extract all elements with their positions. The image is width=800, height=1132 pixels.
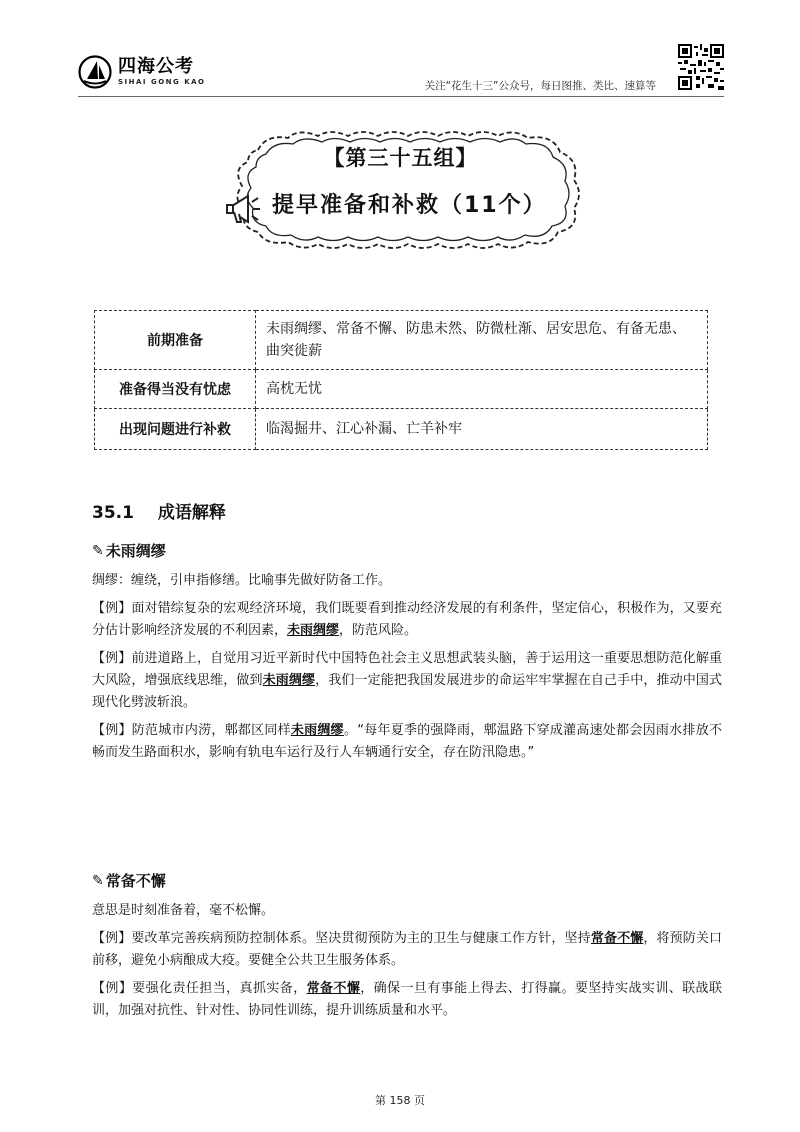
example-text: 要改革完善疾病预防控制体系。坚决贯彻预防为主的卫生与健康工作方针，坚持 xyxy=(131,931,591,946)
idiom-definition: 绸缪：缠绕，引申指修缮。比喻事先做好防备工作。 xyxy=(92,573,392,588)
example-paragraph xyxy=(92,648,722,714)
idiom-entry xyxy=(92,870,722,1022)
idiom-highlight: 常备不懈 xyxy=(590,931,644,946)
pencil-icon: ✎ xyxy=(92,873,104,889)
example-paragraph xyxy=(92,720,722,764)
example-tag: 【例】 xyxy=(92,651,132,666)
category-cell: 前期准备 xyxy=(95,311,256,370)
example-tag: 【例】 xyxy=(92,601,132,616)
table-row xyxy=(95,311,708,370)
page-header xyxy=(78,42,724,96)
idiom-highlight: 未雨绸缪 xyxy=(287,623,340,638)
example-tag: 【例】 xyxy=(92,931,132,946)
idiom-summary-table xyxy=(94,310,708,450)
table-row xyxy=(95,409,708,450)
example-paragraph xyxy=(92,928,722,972)
example-text: ，防范风险。 xyxy=(339,623,418,638)
sailboat-logo-icon xyxy=(78,55,112,89)
category-cell: 出现问题进行补救 xyxy=(95,409,256,450)
idiom-title: 未雨绸缪 xyxy=(105,542,166,560)
idiom-highlight: 未雨绸缪 xyxy=(262,673,316,688)
example-text: 。“每年夏季的强降雨，郫温路下穿成灌高速处都会因雨水排放不畅而发生路面积水，影响有轨电车运行及行人车辆通行安全，存在防汛隐患。” xyxy=(92,723,722,760)
group-subtitle: 提早准备和补救（11个） xyxy=(272,193,547,218)
idiom-highlight: 常备不懈 xyxy=(306,981,361,996)
idiom-heading xyxy=(92,540,722,562)
idiom-entry xyxy=(92,540,722,764)
idiom-definition: 意思是时刻准备着，毫不松懈。 xyxy=(92,903,275,918)
title-banner xyxy=(218,128,583,252)
brand-name-latin: SIHAI GONG KAO xyxy=(118,78,206,86)
idioms-cell: 未雨绸缪、常备不懈、防患未然、防微杜渐、居安思危、有备无患、曲突徙薪 xyxy=(256,311,708,370)
brand-name: 四海公考 xyxy=(118,56,194,77)
page-number: 第 158 页 xyxy=(375,1094,425,1107)
example-text: 前进道路上，自觉用习近平新时代中国特色社会主义思想武装头脑，善于运用这一重要思想防范化解重大风险，增强底线思维，做到 xyxy=(92,651,722,688)
example-paragraph xyxy=(92,978,722,1022)
section-title: 成语解释 xyxy=(157,503,226,523)
example-tag: 【例】 xyxy=(92,981,133,996)
megaphone-icon xyxy=(224,190,264,230)
example-text: 要强化责任担当，真抓实备， xyxy=(132,981,307,996)
section-number: 35.1 xyxy=(92,503,134,523)
promo-text: 关注“花生十三”公众号，每日图推、类比、速算等 xyxy=(424,80,656,92)
pencil-icon: ✎ xyxy=(92,543,104,559)
logo xyxy=(78,52,206,92)
group-title: 【第三十五组】 xyxy=(323,146,478,170)
idioms-cell: 高枕无忧 xyxy=(256,370,708,409)
idiom-title: 常备不懈 xyxy=(105,872,166,890)
example-paragraph xyxy=(92,598,722,642)
example-tag: 【例】 xyxy=(92,723,132,738)
example-text: ，我们一定能把我国发展进步的命运牢牢掌握在自己手中，推动中国式现代化劈波斩浪。 xyxy=(92,673,722,710)
example-text: 面对错综复杂的宏观经济环境，我们既要看到推动经济发展的有利条件，坚定信心，积极作为，又要充分估计影响经济发展的不利因素， xyxy=(92,601,722,638)
idiom-heading xyxy=(92,870,722,892)
idioms-cell: 临渴掘井、江心补漏、亡羊补牢 xyxy=(256,409,708,450)
table-row xyxy=(95,370,708,409)
example-text: 防范城市内涝，郫都区同样 xyxy=(131,723,291,738)
example-text: ，确保一旦有事能上得去、打得赢。要坚持实战实训、联战联训，加强对抗性、针对性、协同性训练，提升训练质量和水平。 xyxy=(92,981,722,1018)
section-heading xyxy=(92,498,226,523)
qr-code-icon xyxy=(678,44,724,90)
idiom-highlight: 未雨绸缪 xyxy=(290,723,344,738)
category-cell: 准备得当没有忧虑 xyxy=(95,370,256,409)
example-text: ，将预防关口前移，避免小病酿成大疫。要健全公共卫生服务体系。 xyxy=(92,931,722,968)
header-divider xyxy=(78,96,724,97)
